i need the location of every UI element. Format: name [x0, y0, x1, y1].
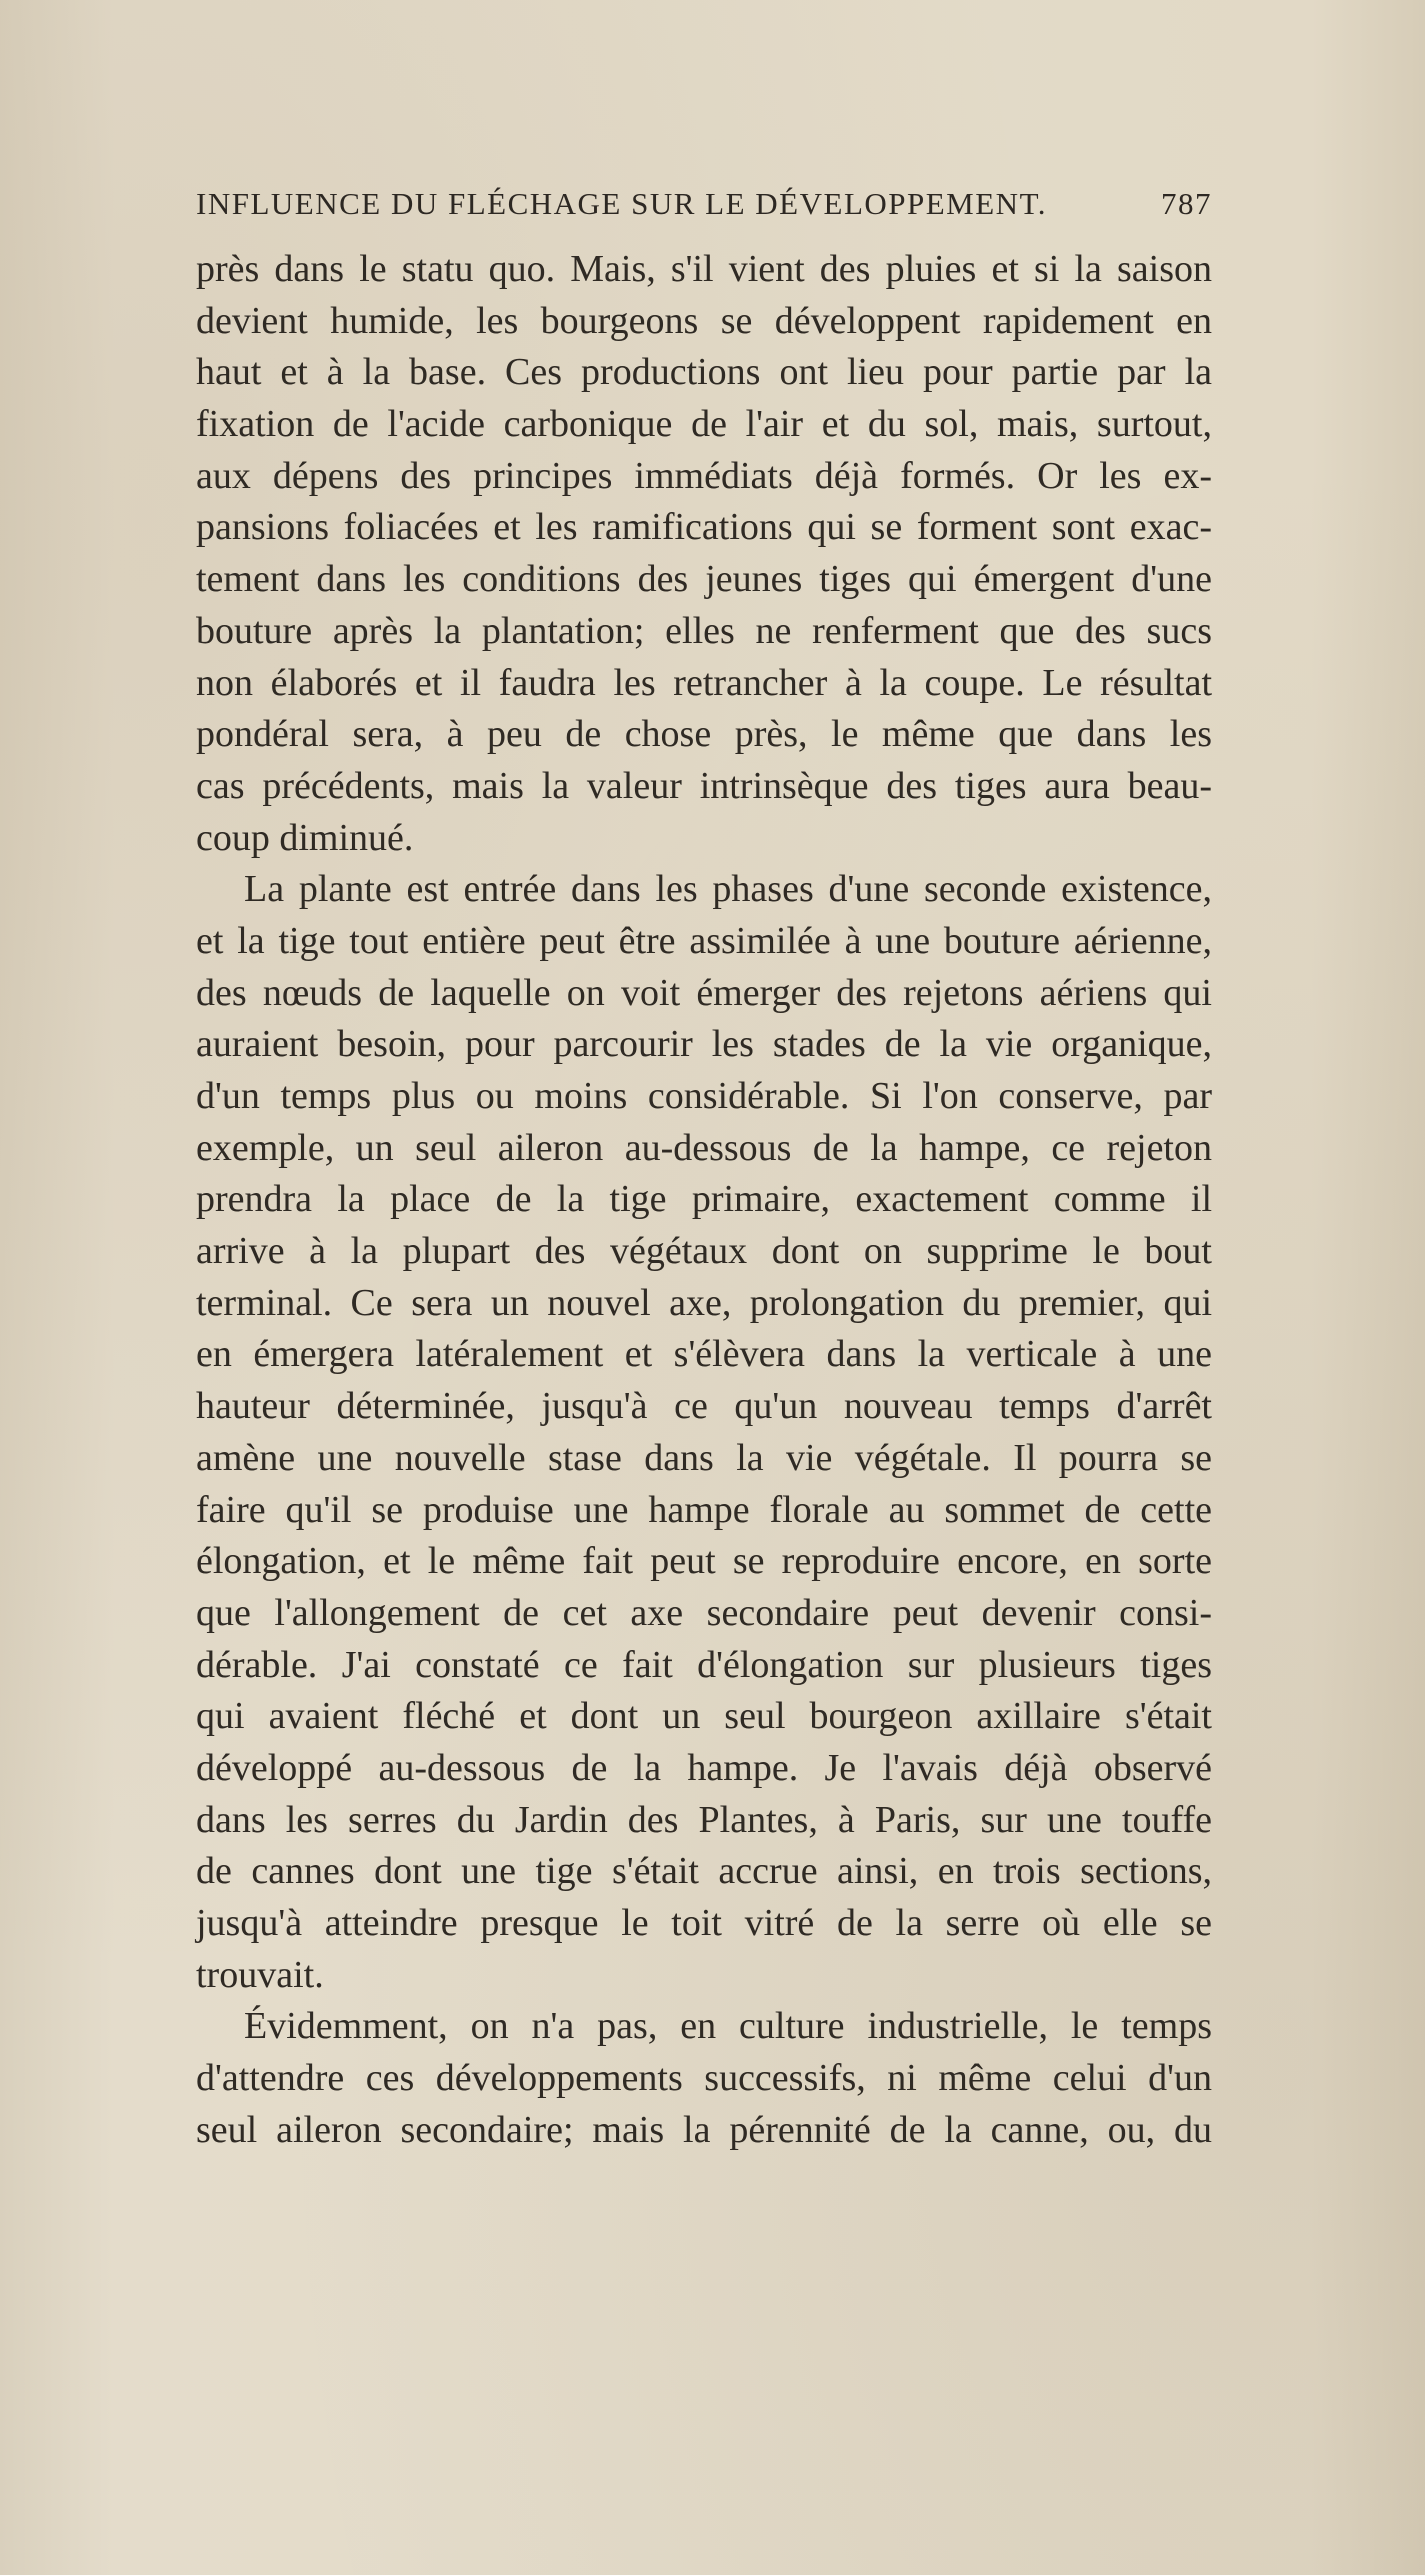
text-line: fixation de l'acide carbonique de l'air et du sol, mais, surtout, — [196, 403, 1212, 446]
text-line: dans les serres du Jardin des Plantes, à Paris, sur une touffe — [196, 1798, 1212, 1841]
text-line: Évidemment, on n'a pas, en culture industrielle, le temps — [244, 2005, 1212, 2048]
text-line: terminal. Ce sera un nouvel axe, prolongation du premier, qui — [196, 1281, 1212, 1324]
text-line: devient humide, les bourgeons se développent rapidement en — [196, 299, 1212, 342]
body-text — [196, 244, 1212, 2156]
text-line: hauteur déterminée, jusqu'à ce qu'un nouveau temps d'arrêt — [196, 1385, 1212, 1428]
text-line: faire qu'il se produise une hampe florale au sommet de cette — [196, 1488, 1212, 1531]
text-line: jusqu'à atteindre presque le toit vitré de la serre où elle se — [196, 1902, 1212, 1944]
text-line: prendra la place de la tige primaire, exactement comme il — [196, 1178, 1212, 1221]
text-line: exemple, un seul aileron au-dessous de la hampe, ce rejeton — [196, 1126, 1212, 1169]
text-line: cas précédents, mais la valeur intrinsèque des tiges aura beau- — [196, 764, 1212, 807]
text-line: près dans le statu quo. Mais, s'il vient des pluies et si la saison — [196, 248, 1212, 290]
text-line: élongation, et le même fait peut se reproduire encore, en sorte — [196, 1540, 1212, 1583]
text-line: coup diminué. — [196, 816, 414, 859]
text-line: bouture après la plantation; elles ne renferment que des sucs — [196, 609, 1212, 652]
text-line: des nœuds de laquelle on voit émerger des rejetons aériens qui — [196, 971, 1212, 1014]
text-line: non élaborés et il faudra les retrancher à la coupe. Le résultat — [196, 661, 1212, 704]
text-line: pansions foliacées et les ramifications qui se forment sont exac- — [196, 506, 1212, 549]
text-line: auraient besoin, pour parcourir les stades de la vie organique, — [196, 1023, 1212, 1066]
text-line: haut et à la base. Ces productions ont lieu pour partie par la — [196, 351, 1212, 394]
text-line: aux dépens des principes immédiats déjà formés. Or les ex- — [196, 454, 1212, 497]
text-line: qui avaient fléché et dont un seul bourgeon axillaire s'était — [196, 1695, 1212, 1738]
text-line: d'attendre ces développements successifs, ni même celui d'un — [196, 2057, 1212, 2100]
text-line: La plante est entrée dans les phases d'une seconde existence, — [244, 868, 1212, 911]
text-line: en émergera latéralement et s'élèvera dans la verticale à une — [196, 1333, 1212, 1376]
text-line: et la tige tout entière peut être assimilée à une bouture aérienne, — [196, 919, 1212, 962]
text-line: arrive à la plupart des végétaux dont on supprime le bout — [196, 1230, 1212, 1273]
text-line: de cannes dont une tige s'était accrue ainsi, en trois sections, — [196, 1850, 1212, 1893]
text-line: seul aileron secondaire; mais la pérennité de la canne, ou, du — [196, 2108, 1212, 2151]
text-line: d'un temps plus ou moins considérable. Si l'on conserve, par — [196, 1075, 1212, 1117]
text-line: trouvait. — [196, 1953, 324, 1996]
text-line: pondéral sera, à peu de chose près, le même que dans les — [196, 713, 1212, 756]
text-line: amène une nouvelle stase dans la vie végétale. Il pourra se — [196, 1436, 1212, 1479]
page-number: 787 — [1161, 186, 1212, 221]
text-line: dérable. J'ai constaté ce fait d'élongation sur plusieurs tiges — [196, 1643, 1212, 1686]
running-head — [196, 186, 1212, 222]
text-line: que l'allongement de cet axe secondaire peut devenir consi- — [196, 1591, 1212, 1634]
running-head-title: INFLUENCE DU FLÉCHAGE SUR LE DÉVELOPPEMENT. — [196, 186, 1047, 221]
text-line: développé au-dessous de la hampe. Je l'avais déjà observé — [196, 1746, 1212, 1789]
text-line: tement dans les conditions des jeunes tiges qui émergent d'une — [196, 558, 1212, 601]
